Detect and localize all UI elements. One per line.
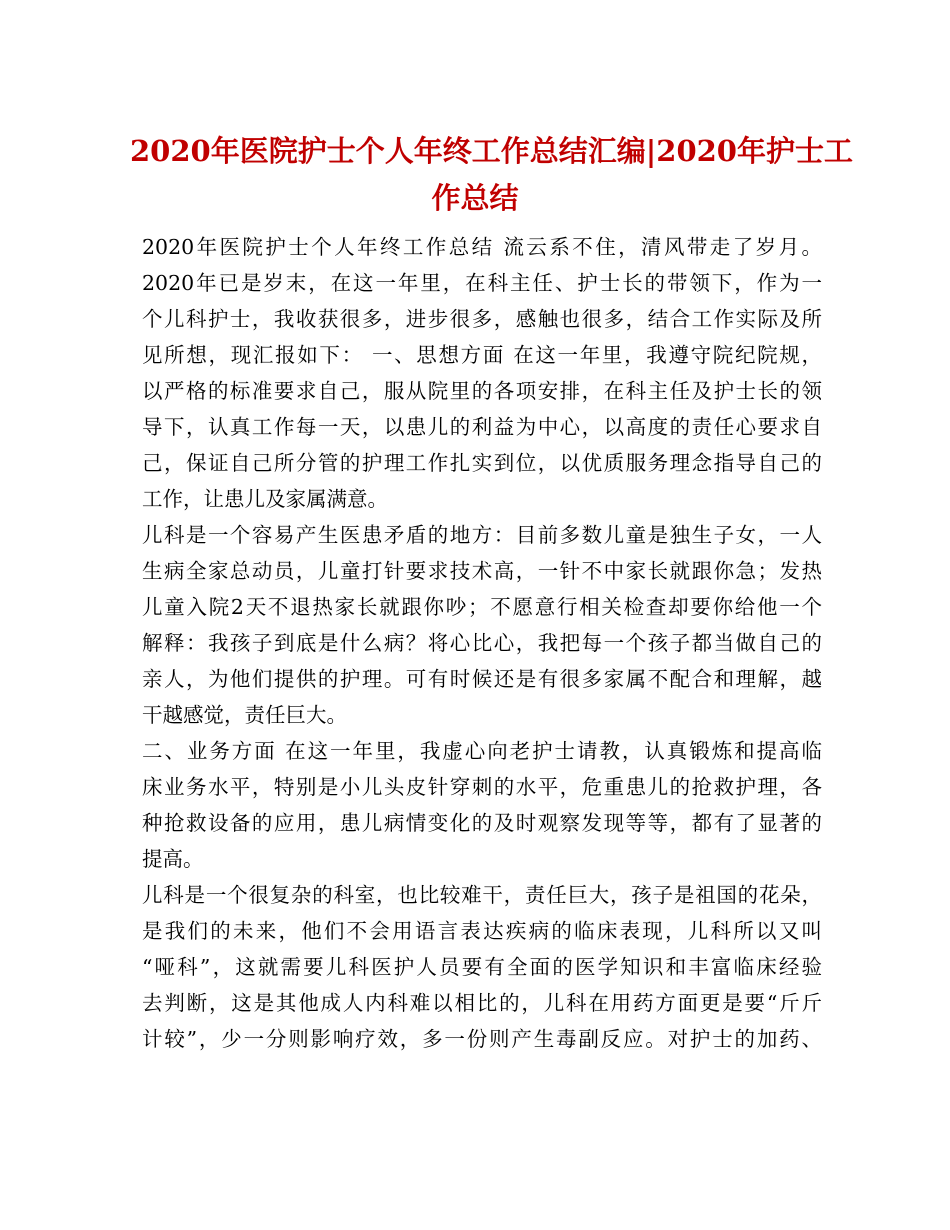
body-line: 计较”，少一分则影响疗效，多一份则产生毒副反应。对护士的加药、 <box>142 1027 822 1051</box>
body-line: 儿科是一个很复杂的科室，也比较难干，责任巨大，孩子是祖国的花朵， <box>142 883 822 907</box>
body-line: 干越感觉，责任巨大。 <box>142 703 347 727</box>
document-title <box>130 128 853 222</box>
body-line: 亲人，为他们提供的护理。可有时候还是有很多家属不配合和理解，越 <box>142 667 822 691</box>
title-line-2: 作总结 <box>431 181 519 215</box>
body-line: 提高。 <box>142 847 204 871</box>
body-line: 种抢救设备的应用，患儿病情变化的及时观察发现等等，都有了显著的 <box>142 811 822 835</box>
body-line: 解释：我孩子到底是什么病？将心比心，我把每一个孩子都当做自己的 <box>142 631 822 655</box>
body-line: 工作，让患儿及家属满意。 <box>142 487 388 511</box>
body-line: 儿童入院2天不退热家长就跟你吵；不愿意行相关检查却要你给他一个 <box>142 595 822 619</box>
body-line: 床业务水平，特别是小儿头皮针穿刺的水平，危重患儿的抢救护理，各 <box>142 775 822 799</box>
body-line: 去判断，这是其他成人内科难以相比的，儿科在用药方面更是要“斤斤 <box>142 991 822 1015</box>
body-line: 是我们的未来，他们不会用语言表达疾病的临床表现，儿科所以又叫 <box>142 919 822 943</box>
title-line-1: 2020年医院护士个人年终工作总结汇编|2020年护士工 <box>130 134 853 168</box>
body-line: 二、业务方面 在这一年里，我虚心向老护士请教，认真锻炼和提高临 <box>142 739 822 763</box>
body-line: 己，保证自己所分管的护理工作扎实到位，以优质服务理念指导自己的 <box>142 451 822 475</box>
body-line: 导下，认真工作每一天，以患儿的利益为中心，以高度的责任心要求自 <box>142 415 822 439</box>
body-line: 见所想，现汇报如下： 一、思想方面 在这一年里，我遵守院纪院规， <box>142 343 822 367</box>
body-line: 2020年医院护士个人年终工作总结 流云系不住，清风带走了岁月。 <box>142 235 822 259</box>
body-line: 儿科是一个容易产生医患矛盾的地方：目前多数儿童是独生子女，一人 <box>142 523 822 547</box>
body-line: 以严格的标准要求自己，服从院里的各项安排，在科主任及护士长的领 <box>142 379 822 403</box>
body-line: 2020年已是岁末，在这一年里，在科主任、护士长的带领下，作为一 <box>142 271 822 295</box>
body-line: “哑科”，这就需要儿科医护人员要有全面的医学知识和丰富临床经验 <box>142 955 822 979</box>
body-line: 生病全家总动员，儿童打针要求技术高，一针不中家长就跟你急；发热 <box>142 559 822 583</box>
body-line: 个儿科护士，我收获很多，进步很多，感触也很多，结合工作实际及所 <box>142 307 822 331</box>
